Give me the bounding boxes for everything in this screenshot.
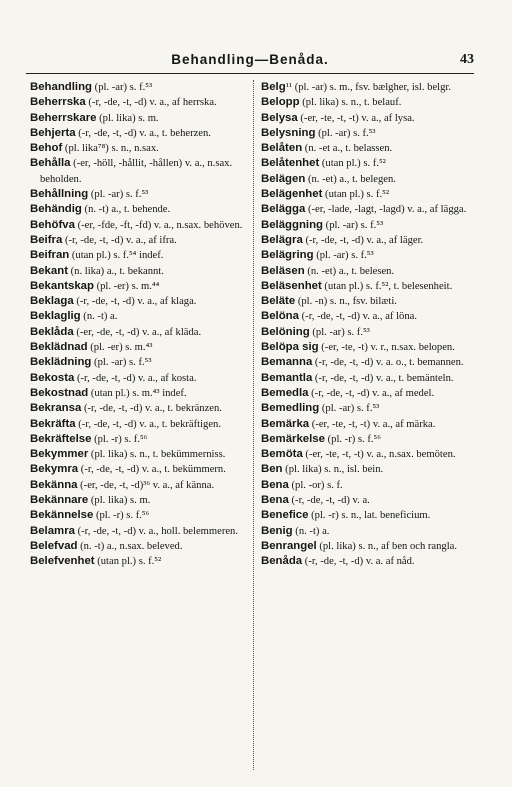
entry-definition: (pl. -ar) s. f.⁵³ (309, 326, 370, 338)
entry-headword: Beifran (30, 249, 70, 262)
entry-definition: (utan pl.) s. m.⁴³ indef. (88, 387, 187, 399)
dictionary-entry (261, 156, 489, 171)
dictionary-entry (30, 340, 258, 355)
entry-definition: (pl. -ar) s. f.⁵³ (313, 250, 374, 262)
entry-headword: Bena (261, 494, 289, 507)
dictionary-entry (30, 80, 258, 95)
entry-headword: Belåten (261, 142, 303, 155)
dictionary-entry (30, 478, 258, 493)
entry-definition: (pl. -r) s. f.⁵⁶ (93, 510, 150, 522)
entry-headword: Bekräftelse (30, 432, 92, 445)
entry-headword: Bekostnad (30, 386, 89, 399)
entry-definition: (pl. lika) s. n., af ben och rangla. (316, 540, 458, 552)
entry-headword: Bekännelse (30, 509, 94, 522)
entry-definition: (-er, -te, -t, -t) v. a., n.sax. bemöten. (302, 449, 456, 461)
entry-definition: (n. -t) a., n.sax. beleved. (77, 540, 183, 552)
entry-headword: Beklädning (30, 356, 92, 369)
dictionary-entry (30, 126, 258, 141)
entry-definition: (-r, -de, -t, -d) v. a., t. bemänteln. (312, 372, 454, 384)
dictionary-entry (30, 447, 258, 462)
dictionary-entry (261, 141, 489, 156)
entry-headword: Belöna (261, 310, 299, 323)
entry-headword: Bekräfta (30, 417, 76, 430)
entry-headword: Benrangel (261, 539, 317, 552)
entry-definition: (-r, -de, -t, -d) v. a., af medel. (308, 387, 435, 399)
entry-headword: Bekymra (30, 463, 79, 476)
entry-definition: (pl. -ar) s. f.⁵³ (91, 357, 152, 369)
dictionary-entry (261, 248, 489, 263)
entry-definition: (pl. lika) s. n., t. belauf. (299, 97, 402, 109)
entry-headword: Beläte (261, 295, 296, 308)
entry-headword: Beläsenhet (261, 279, 322, 292)
entry-headword: Bekänna (30, 478, 78, 491)
dictionary-entry (30, 218, 258, 233)
entry-definition: (pl. -n) s. n., fsv. bilæti. (295, 296, 397, 308)
entry-definition: (-r, -de, -t, -d) v. a. (288, 495, 370, 507)
entry-definition: (-r, -de, -t, -d) v. a., af herrska. (85, 97, 217, 109)
entry-definition: (-r, -de, -t, -d) v. a. af nåd. (302, 556, 415, 568)
entry-definition: (pl. -ar) s. f.⁵³ (92, 82, 153, 93)
entry-definition: (utan pl.) s. f.⁵² (94, 556, 162, 568)
entry-headword: Bekosta (30, 371, 75, 384)
entry-headword: Bekännare (30, 494, 89, 507)
entry-definition: (n. -t) a. (292, 525, 330, 537)
dictionary-entry (30, 462, 258, 477)
dictionary-entry (30, 493, 258, 508)
entry-definition: (pl. lika⁷⁸) s. n., n.sax. (62, 143, 159, 155)
dictionary-entry (30, 401, 258, 416)
entry-definition: (utan pl.) s. f.⁵², t. belesenheit. (321, 280, 453, 292)
entry-headword: Belg (261, 81, 286, 93)
dictionary-entry (30, 325, 258, 340)
entry-headword: Benefice (261, 509, 309, 522)
page-number: 43 (460, 52, 474, 67)
entry-definition: (-er, -de, -t, -d) v. a., af kläda. (73, 326, 202, 338)
dictionary-entry (261, 417, 489, 432)
entry-definition: (pl. lika) s. m. (96, 112, 159, 124)
dictionary-entry (30, 294, 258, 309)
entry-headword: Behandling (30, 81, 93, 93)
entry-headword: Belägra (261, 233, 303, 246)
entry-headword: Bekant (30, 264, 68, 277)
entry-headword: Beläggning (261, 218, 324, 231)
dictionary-entry (261, 401, 489, 416)
entry-headword: Bekantskap (30, 279, 94, 292)
dictionary-entry (261, 309, 489, 324)
entry-headword: Ben (261, 463, 283, 476)
dictionary-entry (30, 386, 258, 401)
entry-definition: (pl. -ar) s. f.⁵³ (315, 127, 376, 139)
entry-headword: Beherrska (30, 96, 86, 109)
entry-headword: Belägga (261, 203, 306, 216)
entry-headword: Benig (261, 524, 293, 537)
dictionary-entry (30, 202, 258, 217)
entry-definition: (n. -et) a., t. belesen. (304, 265, 395, 277)
entry-headword: Belägen (261, 172, 306, 185)
entry-headword: Belägring (261, 249, 314, 262)
entry-definition: (-r, -de, -t, -d) v. a., t. beherzen. (75, 127, 211, 139)
entry-definition: (pl. lika) s. m. (88, 495, 151, 507)
entry-headword: Behändig (30, 203, 82, 216)
dictionary-entry (261, 279, 489, 294)
entry-definition: (-r, -de, -t, -d) v. a., af ifra. (62, 234, 177, 246)
dictionary-entry (261, 447, 489, 462)
entry-headword: Behålla (30, 157, 71, 170)
dictionary-entry (261, 493, 489, 508)
entry-definition: (n. -et) a., t. belegen. (305, 173, 396, 185)
dictionary-entry (30, 264, 258, 279)
dictionary-entry (30, 432, 258, 447)
dictionary-entry (261, 371, 489, 386)
entry-headword: Belamra (30, 524, 75, 537)
dictionary-entry (261, 478, 489, 493)
entry-definition: (n. -t) a. (80, 311, 118, 323)
entry-headword: Belöning (261, 325, 310, 338)
dictionary-entry (261, 202, 489, 217)
entry-headword: Belefvenhet (30, 555, 95, 568)
dictionary-entry (30, 355, 258, 370)
dictionary-entry (30, 233, 258, 248)
running-title: Behandling—Benåda. (171, 52, 329, 67)
dictionary-entry (261, 508, 489, 523)
dictionary-entry (30, 309, 258, 324)
dictionary-entry (30, 524, 258, 539)
entry-definition: (-r, -de, -t, -d) v. a., t. bekräftigen. (75, 418, 221, 430)
dictionary-entry (30, 508, 258, 523)
entry-definition: (-r, -de, -t, -d) v. a., af läger. (302, 234, 424, 246)
dictionary-entry (261, 554, 489, 569)
entry-headword: Belysning (261, 126, 316, 139)
entry-definition: (-r, -de, -t, -d) v. a., af klaga. (73, 296, 197, 308)
entry-definition: (-r, -de, -t, -d) v. a., t. bekränzen. (81, 403, 222, 415)
entry-definition: (pl. -ar) s. f.⁵³ (323, 219, 384, 231)
entry-definition: (-er, -te, -t, -t) v. a., af lysa. (297, 112, 415, 124)
entry-headword: Belysa (261, 111, 298, 124)
entry-headword: Belåtenhet (261, 157, 320, 170)
dictionary-entry (261, 524, 489, 539)
dictionary-entry (261, 340, 489, 355)
dictionary-entry (261, 432, 489, 447)
entry-headword: Benåda (261, 555, 303, 568)
dictionary-entry (261, 126, 489, 141)
entry-headword: Belöpa sig (261, 341, 319, 354)
entry-definition: (n. -et a., t. belassen. (302, 143, 393, 155)
entry-definition: (-r, -de, -t, -d) v. a., holl. belemmeren. (74, 525, 238, 537)
dictionary-entry (30, 95, 258, 110)
dictionary-entry (30, 417, 258, 432)
column-divider (253, 80, 254, 770)
entry-headword: Bemantla (261, 371, 313, 384)
entry-definition: (-r, -de, -t, -d) v. a., t. bekümmern. (78, 464, 226, 476)
entry-headword: Bemedling (261, 402, 320, 415)
dictionary-entry (261, 187, 489, 202)
entry-definition: (-er, -lade, -lagt, -lagd) v. a., af lägga. (305, 204, 467, 216)
dictionary-entry (30, 111, 258, 126)
dictionary-entry (261, 325, 489, 340)
entry-definition: (pl. -r) s. f.⁵⁶ (91, 433, 148, 445)
dictionary-entry (261, 539, 489, 554)
dictionary-entry (261, 80, 489, 95)
entry-definition: (utan pl.) s. f.⁵² (319, 158, 386, 170)
entry-definition: (pl. -er) s. m.⁴⁴ (93, 280, 160, 292)
dictionary-entry (30, 156, 258, 187)
entry-definition: (-r, -de, -t, -d) v. a., af kosta. (74, 372, 197, 384)
dictionary-entry (30, 187, 258, 202)
entry-headword: Behof (30, 142, 63, 155)
header-rule (26, 73, 474, 74)
entry-headword: Bemedla (261, 386, 309, 399)
entry-headword: Beifra (30, 233, 63, 246)
entry-headword: Behöfva (30, 218, 75, 231)
entry-definition: ¹¹ (pl. -ar) s. m., fsv. bælgher, isl. belgr. (285, 82, 451, 93)
entry-definition: (pl. -ar) s. f.⁵³ (319, 403, 380, 415)
dictionary-entry (30, 554, 258, 569)
dictionary-entry (261, 294, 489, 309)
entry-headword: Beklåda (30, 325, 74, 338)
entry-definition: (-er, -de, -t, -d)³⁶ v. a., af känna. (77, 479, 215, 491)
dictionary-entry (261, 264, 489, 279)
dictionary-entry (30, 371, 258, 386)
entry-definition: (-er, -höll, -hållit, -hållen) v. a., n.sax. beholden. (40, 158, 233, 185)
entry-definition: (-er, -te, -t) v. r., n.sax. belopen. (318, 342, 455, 354)
dictionary-entry (261, 462, 489, 477)
page-header (26, 52, 474, 72)
entry-definition: (pl. -r) s. f.⁵⁶ (324, 433, 381, 445)
entry-definition: (pl. lika) s. n., t. bekümmerniss. (88, 449, 226, 461)
entry-headword: Behållning (30, 188, 89, 201)
entry-headword: Behjerta (30, 126, 76, 139)
entry-headword: Beklaglig (30, 310, 81, 323)
dictionary-entry (261, 172, 489, 187)
dictionary-entry (261, 95, 489, 110)
dictionary-entry (30, 141, 258, 156)
entry-definition: (utan pl.) s. f.⁵⁴ indef. (69, 250, 164, 262)
entry-headword: Bekymmer (30, 448, 89, 461)
entry-definition: (pl. lika) s. n., isl. bein. (282, 464, 384, 476)
dictionary-entry (261, 218, 489, 233)
entry-headword: Beklädnad (30, 341, 88, 354)
entry-headword: Bemärkelse (261, 432, 325, 445)
left-column (30, 80, 258, 570)
entry-definition: (-er, -te, -t, -t) v. a., af märka. (309, 418, 436, 430)
entry-headword: Beklaga (30, 295, 74, 308)
entry-definition: (n. -t) a., t. behende. (81, 204, 171, 216)
entry-definition: (n. lika) a., t. bekannt. (67, 265, 164, 277)
dictionary-entry (261, 386, 489, 401)
entry-definition: (utan pl.) s. f.⁵² (322, 189, 389, 201)
entry-headword: Bemärka (261, 417, 310, 430)
dictionary-entry (261, 355, 489, 370)
entry-headword: Belefvad (30, 539, 78, 552)
entry-definition: (pl. -er) s. m.⁴³ (87, 342, 153, 354)
entry-headword: Bemöta (261, 448, 303, 461)
dictionary-entry (30, 539, 258, 554)
entry-headword: Bemanna (261, 356, 313, 369)
entry-headword: Beherrskare (30, 111, 97, 124)
dictionary-entry (261, 233, 489, 248)
right-column (261, 80, 489, 570)
entry-headword: Belopp (261, 96, 300, 109)
entry-headword: Belägenhet (261, 188, 323, 201)
dictionary-entry (261, 111, 489, 126)
entry-definition: (pl. -ar) s. f.⁵³ (88, 189, 149, 201)
dictionary-entry (30, 279, 258, 294)
entry-headword: Bena (261, 478, 289, 491)
dictionary-entry (30, 248, 258, 263)
entry-headword: Beläsen (261, 264, 305, 277)
entry-definition: (pl. -or) s. f. (288, 479, 343, 491)
entry-definition: (pl. -r) s. n., lat. beneficium. (308, 510, 431, 522)
entry-definition: (-r, -de, -t, -d) v. a. o., t. bemannen. (312, 357, 464, 369)
entry-definition: (-er, -fde, -ft, -fd) v. a., n.sax. behöven. (74, 219, 243, 231)
entry-definition: (-r, -de, -t, -d) v. a., af löna. (298, 311, 417, 323)
entry-headword: Bekransa (30, 402, 82, 415)
